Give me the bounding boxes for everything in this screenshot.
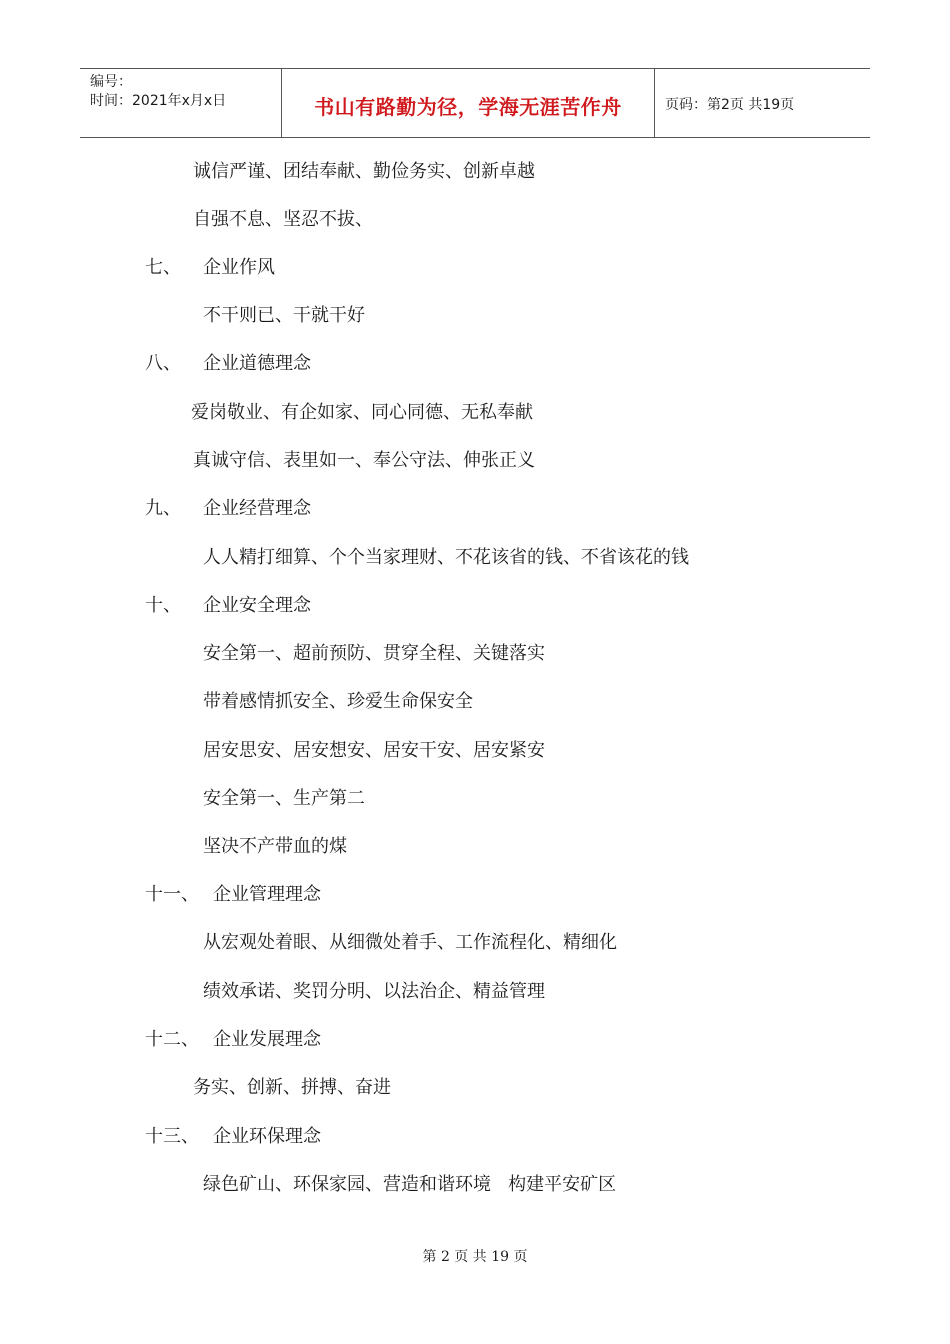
date-label: 时间：2021年x月x日 [90,93,227,109]
section-number: 十二、 [145,1029,199,1050]
section-number: 九、 [145,498,181,519]
section-number: 七、 [145,257,181,278]
page-header [80,68,870,138]
header-info-cell [80,69,282,137]
body-line: 坚决不产带血的煤 [203,836,347,857]
body-line: 带着感情抓安全、珍爱生命保安全 [203,691,473,712]
body-line: 诚信严谨、团结奉献、勤俭务实、创新卓越 [193,161,535,182]
page-number-label: 页码：第2页 共19页 [665,97,795,113]
body-line: 从宏观处着眼、从细微处着手、工作流程化、精细化 [203,932,617,953]
section-title: 企业发展理念 [213,1029,321,1050]
header-motto-cell [282,69,655,137]
body-line: 真诚守信、表里如一、奉公守法、伸张正义 [193,450,535,471]
section-title: 企业道德理念 [203,353,311,374]
body-line: 绿色矿山、环保家园、营造和谐环境 构建平安矿区 [203,1174,617,1195]
section-title: 企业作风 [203,257,275,278]
section-number: 十一、 [145,884,199,905]
body-line: 务实、创新、拼搏、奋进 [193,1077,391,1098]
body-line: 绩效承诺、奖罚分明、以法治企、精益管理 [203,981,545,1002]
body-line: 自强不息、坚忍不拔、 [193,209,373,230]
body-line: 人人精打细算、个个当家理财、不花该省的钱、不省该花的钱 [203,547,689,568]
page-footer: 第 2 页 共 19 页 [422,1249,528,1265]
section-number: 十三、 [145,1126,199,1147]
section-number: 八、 [145,353,181,374]
serial-number-label: 编号： [90,74,132,90]
body-line: 安全第一、超前预防、贯穿全程、关键落实 [203,643,545,664]
motto-text: 书山有路勤为径，学海无涯苦作舟 [314,95,622,119]
header-page-cell [655,69,870,137]
section-title: 企业安全理念 [203,595,311,616]
body-line: 安全第一、生产第二 [203,788,365,809]
body-line: 爱岗敬业、有企如家、同心同德、无私奉献 [191,402,533,423]
body-line: 不干则已、干就干好 [203,305,365,326]
section-title: 企业经营理念 [203,498,311,519]
section-title: 企业管理理念 [213,884,321,905]
body-line: 居安思安、居安想安、居安干安、居安紧安 [203,740,545,761]
section-title: 企业环保理念 [213,1126,321,1147]
section-number: 十、 [145,595,181,616]
